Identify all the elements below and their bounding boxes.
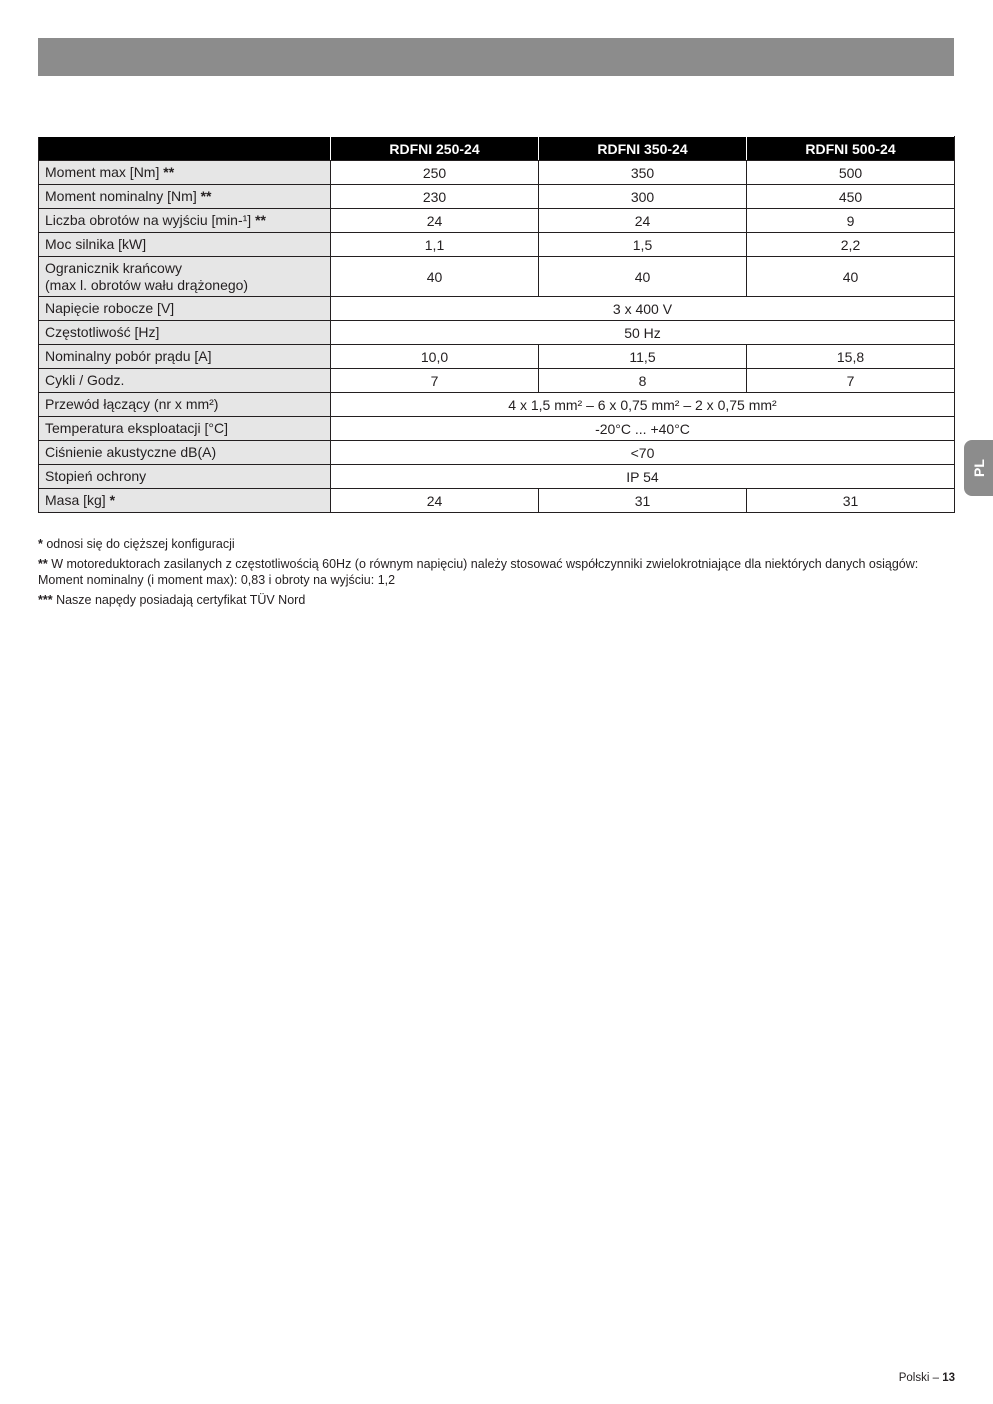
footnotes <box>38 536 958 612</box>
table-cell: 7 <box>747 369 955 393</box>
footnote-text: odnosi się do cięższej konfiguracji <box>42 537 235 551</box>
row-label <box>39 233 331 257</box>
table-cell: 1,5 <box>539 233 747 257</box>
table-header-row <box>39 137 955 161</box>
table-cell: 10,0 <box>331 345 539 369</box>
table-row <box>39 417 955 441</box>
table-row <box>39 465 955 489</box>
table-row <box>39 257 955 297</box>
table-cell: 1,1 <box>331 233 539 257</box>
row-label <box>39 321 331 345</box>
row-label-text: Częstotliwość [Hz] <box>45 324 160 340</box>
row-label <box>39 417 331 441</box>
row-label <box>39 345 331 369</box>
table-cell: 350 <box>539 161 747 185</box>
table-cell: 31 <box>539 489 747 513</box>
footnote-mark: * <box>38 537 43 551</box>
table-cell: 24 <box>539 209 747 233</box>
table-cell: 4 x 1,5 mm² – 6 x 0,75 mm² – 2 x 0,75 mm² <box>331 393 955 417</box>
row-label <box>39 297 331 321</box>
footnote-mark: *** <box>38 593 53 607</box>
row-label-text: Napięcie robocze [V] <box>45 300 175 316</box>
page-number: 13 <box>942 1372 955 1384</box>
footnote-text: Nasze napędy posiadają certyfikat TÜV Nord <box>52 593 306 607</box>
row-label-text: Nominalny pobór prądu [A] <box>45 348 212 364</box>
table-cell: 250 <box>331 161 539 185</box>
row-footnote-mark: ** <box>255 212 266 228</box>
table-body <box>39 161 955 513</box>
table-cell: 31 <box>747 489 955 513</box>
table-cell: 40 <box>331 257 539 297</box>
row-footnote-mark: ** <box>200 188 212 204</box>
row-footnote-mark: * <box>109 492 116 508</box>
table-row <box>39 489 955 513</box>
table-cell: 450 <box>747 185 955 209</box>
table-cell: 3 x 400 V <box>331 297 955 321</box>
table-row <box>39 161 955 185</box>
table-cell: -20°C ... +40°C <box>331 417 955 441</box>
row-label <box>39 489 331 513</box>
row-label <box>39 257 331 297</box>
row-label-text: Temperatura eksploatacji [°C] <box>45 420 229 436</box>
row-label-text: Ciśnienie akustyczne dB(A) <box>45 444 217 460</box>
table-row <box>39 233 955 257</box>
table-row <box>39 185 955 209</box>
table-cell: 15,8 <box>747 345 955 369</box>
row-label <box>39 393 331 417</box>
row-label-subtext: (max l. obrotów wału drążonego) <box>45 276 249 293</box>
row-label-text: Moc silnika [kW] <box>45 236 147 252</box>
table-cell: 40 <box>539 257 747 297</box>
table-row <box>39 297 955 321</box>
row-label <box>39 209 331 233</box>
table-cell: <70 <box>331 441 955 465</box>
spec-table <box>38 136 955 513</box>
table-cell: 500 <box>747 161 955 185</box>
table-row <box>39 321 955 345</box>
footnote <box>38 592 958 608</box>
row-label-text: Moment max [Nm] <box>45 164 164 180</box>
row-label-text: Stopień ochrony <box>45 468 147 484</box>
table-row <box>39 441 955 465</box>
table-row <box>39 345 955 369</box>
table-cell: 40 <box>747 257 955 297</box>
table-header-corner <box>39 137 331 161</box>
language-tab-label: PL <box>970 459 987 477</box>
row-label <box>39 465 331 489</box>
column-header: RDFNI 250-24 <box>331 137 539 161</box>
footnote-mark: ** <box>38 557 48 571</box>
table-cell: 24 <box>331 489 539 513</box>
row-footnote-mark: ** <box>163 164 175 180</box>
table-cell: 50 Hz <box>331 321 955 345</box>
row-label-text: Ogranicznik krańcowy <box>45 259 182 276</box>
row-label-text: Cykli / Godz. <box>45 372 125 388</box>
column-header: RDFNI 500-24 <box>747 137 955 161</box>
table-row <box>39 209 955 233</box>
row-label-text: Przewód łączący (nr x mm²) <box>45 396 219 412</box>
footnote-text: W motoreduktorach zasilanych z częstotliwością 60Hz (o równym napięciu) należy stosować współczynniki zwielokrotniające dla niektórych danych osiągów: Moment nominalny (i moment max): 0,83 i obroty na wyjściu: 1,2 <box>38 557 919 587</box>
footer-language: Polski – <box>898 1372 943 1384</box>
table-cell: 230 <box>331 185 539 209</box>
table-cell: IP 54 <box>331 465 955 489</box>
table-cell: 8 <box>539 369 747 393</box>
header-bar <box>38 38 954 76</box>
table-row <box>39 369 955 393</box>
table-cell: 24 <box>331 209 539 233</box>
row-label <box>39 369 331 393</box>
row-label <box>39 185 331 209</box>
table-row <box>39 393 955 417</box>
table-cell: 300 <box>539 185 747 209</box>
row-label-text: Moment nominalny [Nm] <box>45 188 201 204</box>
row-label-text: Liczba obrotów na wyjściu [min-¹] <box>45 212 256 228</box>
footnote <box>38 556 958 588</box>
row-label <box>39 441 331 465</box>
table-cell: 11,5 <box>539 345 747 369</box>
column-header: RDFNI 350-24 <box>539 137 747 161</box>
footnote <box>38 536 958 552</box>
table-cell: 7 <box>331 369 539 393</box>
row-label <box>39 161 331 185</box>
row-label-text: Masa [kg] <box>45 492 110 508</box>
page-footer <box>899 1372 955 1384</box>
language-tab <box>964 440 993 496</box>
table-cell: 9 <box>747 209 955 233</box>
table-cell: 2,2 <box>747 233 955 257</box>
